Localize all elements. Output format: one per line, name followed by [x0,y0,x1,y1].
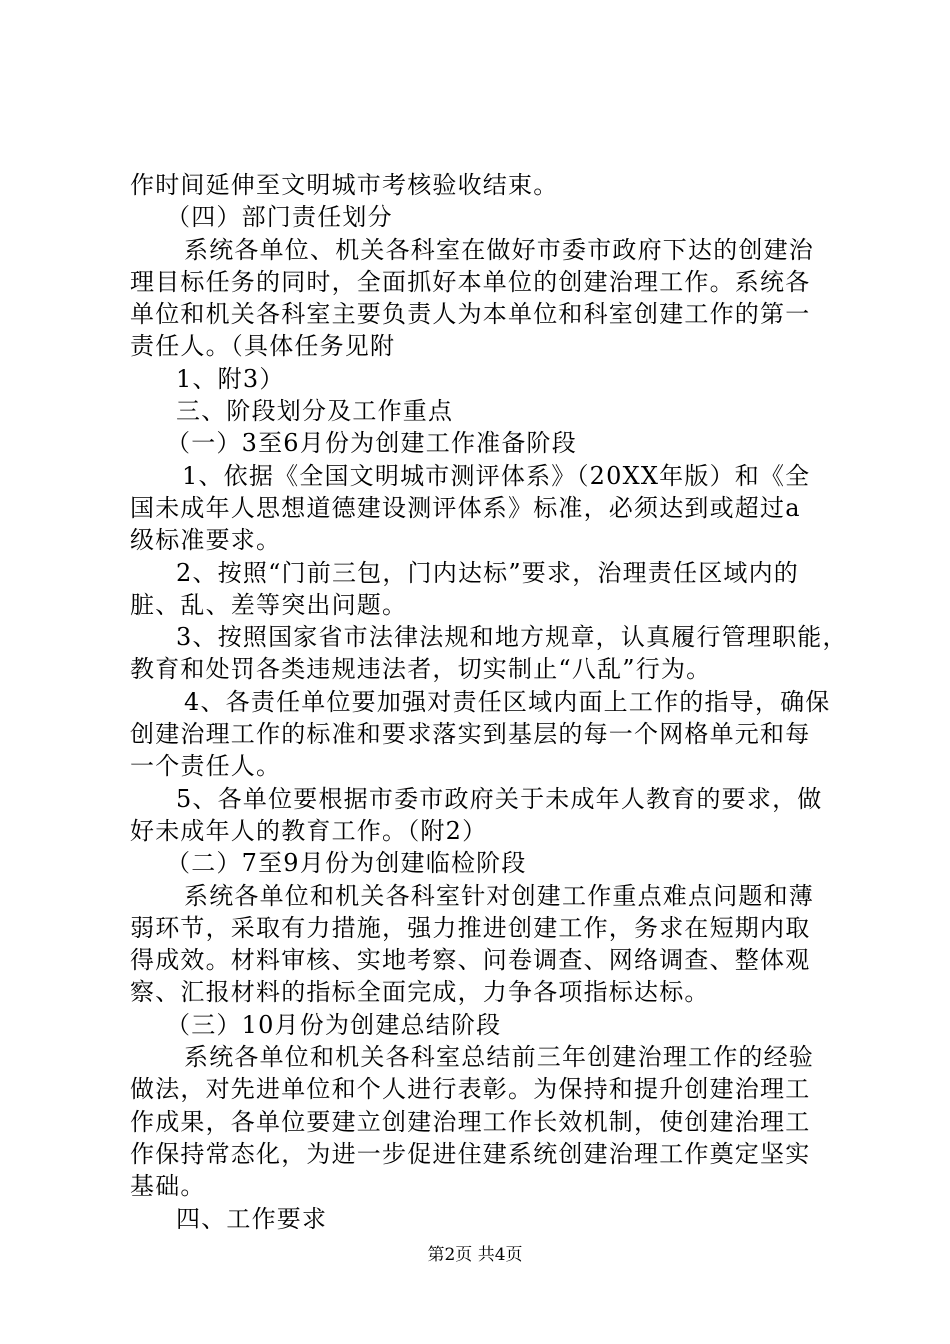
body-line: 三、阶段划分及工作重点 [176,397,454,426]
body-line: 单位和机关各科室主要负责人为本单位和科室创建工作的第一 [130,300,811,329]
body-line: （二）7至9月份为创建临检阶段 [166,849,527,878]
body-line: 2、按照“门前三包，门内达标”要求，治理责任区域内的 [176,558,800,587]
body-line: 好未成年人的教育工作。（附2） [130,816,488,845]
body-line: 作成果，各单位要建立创建治理工作长效机制，使创建治理工 [130,1107,811,1136]
body-line: 脏、乱、差等突出问题。 [130,590,408,619]
body-line: 1、依据《全国文明城市测评体系》（20XX年版）和《全 [182,461,811,490]
body-line: 1、附3） [176,364,285,393]
body-line: 四、工作要求 [176,1204,328,1233]
body-line: 4、各责任单位要加强对责任区域内面上工作的指导，确保 [184,687,831,716]
body-line: 系统各单位、机关各科室在做好市委市政府下达的创建治 [184,235,814,264]
body-line: 得成效。材料审核、实地考察、问卷调查、网络调查、整体观 [130,946,811,975]
body-line: （三）10月份为创建总结阶段 [166,1010,502,1039]
body-line: 教育和处罚各类违规违法者，切实制止“八乱”行为。 [130,655,712,684]
body-line: 做法，对先进单位和个人进行表彰。为保持和提升创建治理工 [130,1075,811,1104]
body-line: 理目标任务的同时，全面抓好本单位的创建治理工作。系统各 [130,267,811,296]
body-line: 基础。 [130,1172,206,1201]
body-line: 弱环节，采取有力措施，强力推进创建工作，务求在短期内取 [130,913,811,942]
body-line: 国未成年人思想道德建设测评体系》标准，必须达到或超过a [130,493,801,522]
body-line: 创建治理工作的标准和要求落实到基层的每一个网格单元和每 [130,720,811,749]
body-line: 3、按照国家省市法律法规和地方规章，认真履行管理职能， [176,623,848,652]
body-line: 系统各单位和机关各科室总结前三年创建治理工作的经验 [184,1043,814,1072]
body-line: （四）部门责任划分 [166,203,393,232]
body-line: 作保持常态化，为进一步促进住建系统创建治理工作奠定坚实 [130,1139,811,1168]
body-line: 察、汇报材料的指标全面完成，力争各项指标达标。 [130,978,710,1007]
page-footer: 第2页 共4页 [427,1245,523,1265]
body-line: 责任人。（具体任务见附 [130,332,396,361]
body-line: 一个责任人。 [130,752,282,781]
document-body [130,169,848,1235]
body-line: 作时间延伸至文明城市考核验收结束。 [130,171,559,199]
body-line: 5、各单位要根据市委市政府关于未成年人教育的要求，做 [176,784,823,813]
body-line: 系统各单位和机关各科室针对创建工作重点难点问题和薄 [184,881,814,910]
body-line: （一）3至6月份为创建工作准备阶段 [166,429,577,458]
body-line: 级标准要求。 [130,526,282,555]
